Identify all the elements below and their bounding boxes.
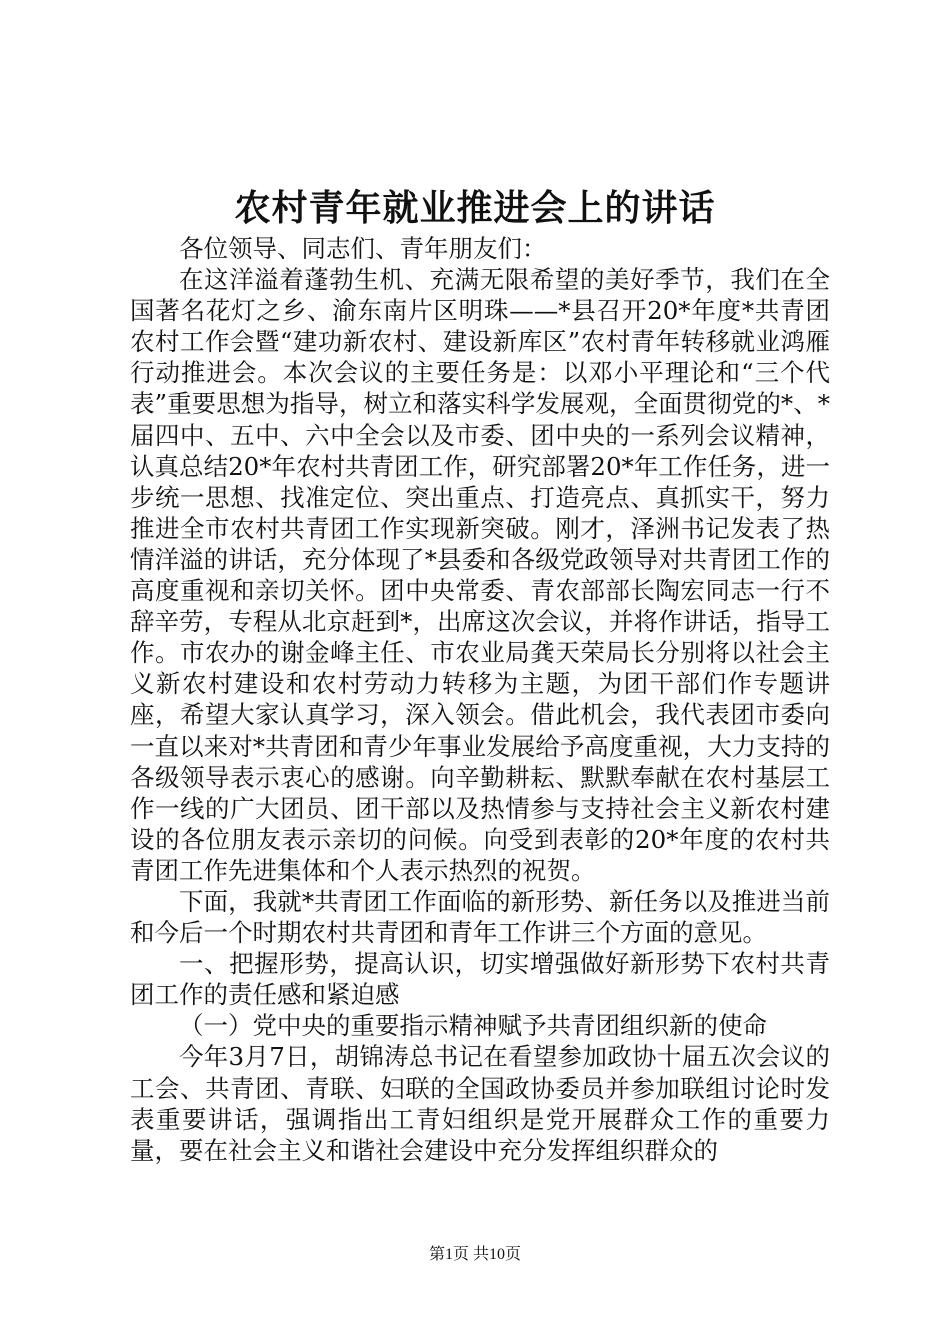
page-number-footer: 第1页 共10页 [428,1246,521,1263]
paragraph-salutation: 各位领导、同志们、青年朋友们： [179,234,547,263]
section-heading-1: 一、把握形势，提高认识，切实增强做好新形势下农村共青团工作的责任感和紧迫感 [130,949,830,1010]
paragraph-opening: 在这洋溢着蓬勃生机、充满无限希望的美好季节，我们在全国著名花灯之乡、渝东南片区明珠——*县召开20*年度*共青团农村工作会暨“建功新农村、建设新库区”农村青年转移就业鸿雁行动推进会。本次会议的主要任务是：以邓小平理论和“三个代表”重要思想为指导，树立和落实科学发展观，全面贯彻党的*、*届四中、五中、六中全会以及市委、团中央的一系列会议精神，认真总结20*年农村共青团工作，研究部署20*年工作任务，进一步统一思想、找准定位、突出重点、打造亮点、真抓实干，努力推进全市农村共青团工作实现新突破。刚才，泽洲书记发表了热情洋溢的讲话，充分体现了*县委和各级党政领导对共青团工作的高度重视和亲切关怀。团中央常委、青农部部长陶宏同志一行不辞辛劳，专程从北京赶到*，出席这次会议，并将作讲话，指导工作。市农办的谢金峰主任、市农业局龚天荣局长分别将以社会主义新农村建设和农村劳动力转移为主题，为团干部们作专题讲座，希望大家认真学习，深入领会。借此机会，我代表团市委向一直以来对*共青团和青少年事业发展给予高度重视，大力支持的各级领导表示衷心的感谢。向辛勤耕耘、默默奉献在农村基层工作一线的广大团员、团干部以及热情参与支持社会主义新农村建设的各位朋友表示亲切的问候。向受到表彰的20*年度的农村共青团工作先进集体和个人表示热烈的祝贺。 [130,265,830,885]
paragraph-section-1: 今年3月7日，胡锦涛总书记在看望参加政协十届五次会议的工会、共青团、青联、妇联的全国政协委员并参加联组讨论时发表重要讲话，强调指出工青妇组织是党开展群众工作的重要力量，要在社会主义和谐社会建设中充分发挥组织群众的 [130,1042,830,1165]
document-title: 农村青年就业推进会上的讲话 [234,187,716,229]
subsection-heading-1: （一）党中央的重要指示精神赋予共青团组织新的使命 [179,1011,767,1041]
document-body [130,233,830,1166]
paragraph-outline: 下面，我就*共青团工作面临的新形势、新任务以及推进当前和今后一个时期农村共青团和青年工作讲三个方面的意见。 [130,886,830,948]
